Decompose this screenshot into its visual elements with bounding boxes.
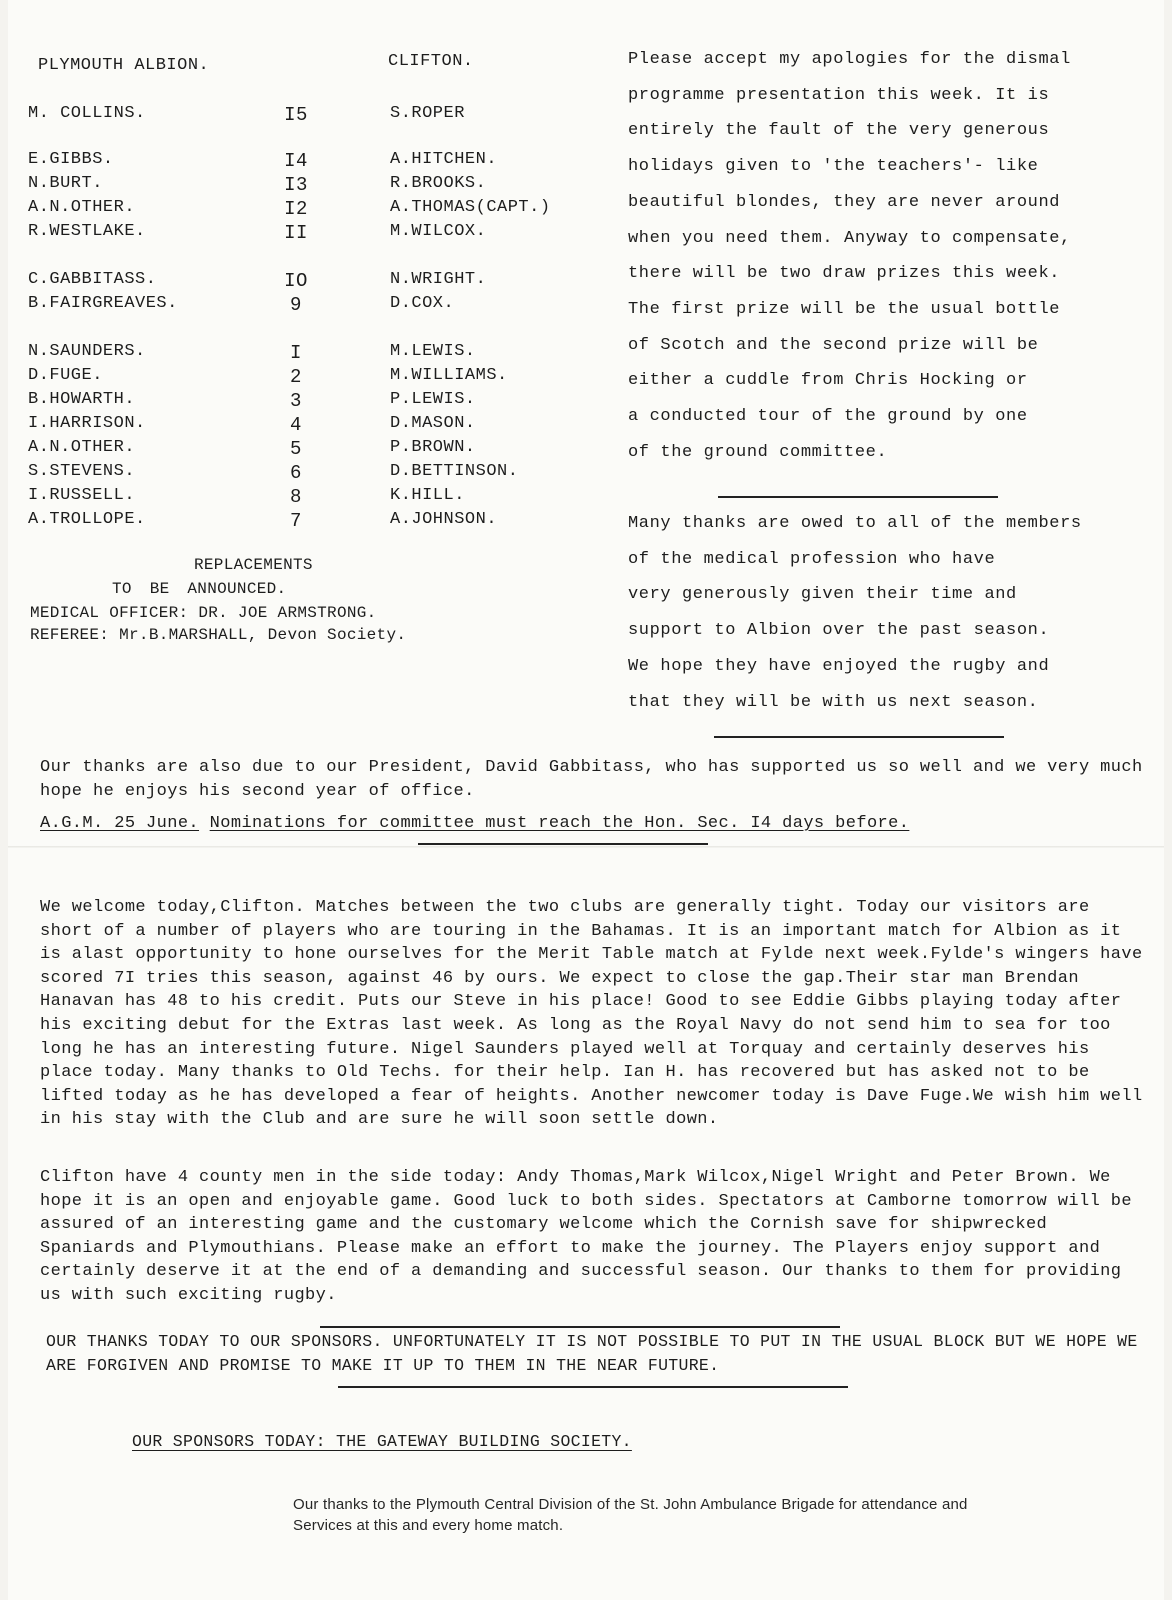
away-player: R.BROOKS. [390,174,487,193]
home-player: A.N.OTHER. [28,438,136,457]
note-line: entirely the fault of the very generous [628,121,1050,141]
divider [718,496,998,498]
note-line: The first prize will be the usual bottle [628,299,1061,319]
away-player: M.WILCOX. [390,222,487,241]
apology-note [628,42,1138,470]
away-player: N.WRIGHT. [390,270,487,289]
away-player: M.LEWIS. [390,342,476,361]
welcome-paragraph: We welcome today,Clifton. Matches between the two clubs are generally tight. Today our visitors are short of a number of players who are touring in the Bahamas. It is an important match for Albion as it is alast opportunity to hone ourselves for the Merit Table match at Fylde next week.Fylde's wingers have scored 7I tries this season, against 46 by ours. We expect to close the gap.Their star man Brendan Hanavan has 48 to his credit. Puts our Steve in his place! Good to see Eddie Gibbs playing today after his exciting debut for the Extras last week. As long as the Royal Navy do not send him to sea for too long he has an interesting future. Nigel Saunders played well at Torquay and certainly deserves his place today. Many thanks to Old Techs. for their help. Ian H. has recovered but has asked not to be lifted today as he has developed a fear of heights. Another newcomer today is Dave Fuge.We wish him well in his stay with the Club and are sure he will soon settle down. [40,898,1143,1130]
note-line: support to Albion over the past season. [628,621,1050,641]
away-team-heading: CLIFTON. [388,52,474,71]
divider [418,843,708,845]
note-line: there will be two draw prizes this week. [628,264,1061,284]
shirt-number: I5 [284,104,308,126]
footer-credit: Our thanks to the Plymouth Central Division of the St. John Ambulance Brigade for attendance and Services at this and every home match. [293,1496,968,1534]
team-row [28,198,588,222]
home-player: E.GIBBS. [28,150,114,169]
referee: REFEREE: Mr.B.MARSHALL, Devon Society. [30,626,407,644]
home-player: A.TROLLOPE. [28,510,146,529]
agm-notice [40,814,909,833]
home-player: M. COLLINS. [28,104,146,123]
home-player: A.N.OTHER. [28,198,136,217]
programme-page [8,0,1164,1600]
shirt-number: IO [284,270,308,292]
note-line: programme presentation this week. It is [628,85,1050,105]
note-line: We hope they have enjoyed the rugby and [628,656,1050,676]
shirt-number: I2 [284,198,308,220]
team-row [28,222,588,246]
president-thanks: Our thanks are also due to our President, David Gabbitass, who has supported us so well and we very much hope he enjoys his second year of office. [40,758,1143,801]
away-player: D.MASON. [390,414,476,433]
team-row [28,486,588,510]
shirt-number: 9 [290,294,302,316]
team-row [28,294,588,318]
note-line: beautiful blondes, they are never around [628,192,1061,212]
paper-fold [8,846,1164,848]
home-player: I.RUSSELL. [28,486,136,505]
note-line: very generously given their time and [628,585,1017,605]
note-line: of the ground committee. [628,442,888,462]
team-row [28,414,588,438]
shirt-number: I3 [284,174,308,196]
away-player: A.THOMAS(CAPT.) [390,198,551,217]
team-row [28,270,588,294]
team-row [28,390,588,414]
shirt-number: 3 [290,390,302,412]
replacements-heading: REPLACEMENTS [194,556,313,574]
home-player: B.FAIRGREAVES. [28,294,178,313]
medical-thanks-note [628,506,1138,720]
divider [320,1326,840,1328]
team-row [28,438,588,462]
home-player: I.HARRISON. [28,414,146,433]
sponsors-apology: OUR THANKS TODAY TO OUR SPONSORS. UNFORTUNATELY IT IS NOT POSSIBLE TO PUT IN THE USUAL BLOCK BUT WE HOPE WE ARE FORGIVEN AND PROMISE TO MAKE IT UP TO THEM IN THE NEAR FUTURE. [46,1332,1138,1375]
team-row [28,174,588,198]
note-line: of Scotch and the second prize will be [628,335,1039,355]
shirt-number: II [284,222,308,244]
team-row [28,342,588,366]
team-row [28,150,588,174]
note-line: Please accept my apologies for the dismal [628,50,1071,69]
team-row [28,462,588,486]
shirt-number: 8 [290,486,302,508]
away-player: A.HITCHEN. [390,150,498,169]
note-line: holidays given to 'the teachers'- like [628,157,1039,177]
away-player: M.WILLIAMS. [390,366,508,385]
home-team-heading: PLYMOUTH ALBION. [38,56,210,75]
away-player: P.LEWIS. [390,390,476,409]
note-line: either a cuddle from Chris Hocking or [628,371,1028,391]
away-player: P.BROWN. [390,438,476,457]
home-player: S.STEVENS. [28,462,136,481]
note-line: of the medical profession who have [628,549,996,569]
note-line: a conducted tour of the ground by one [628,407,1028,427]
home-player: B.HOWARTH. [28,390,136,409]
team-row [28,510,588,534]
away-player: K.HILL. [390,486,465,505]
home-player: C.GABBITASS. [28,270,157,289]
note-line: Many thanks are owed to all of the members [628,514,1082,533]
note-line: that they will be with us next season. [628,692,1039,712]
divider [338,1386,848,1388]
away-player: D.COX. [390,294,455,313]
clifton-paragraph: Clifton have 4 county men in the side today: Andy Thomas,Mark Wilcox,Nigel Wright and Peter Brown. We hope it is an open and enjoyable game. Good luck to both sides. Spectators at Camborne tomorrow will be assured of an interesting game and the customary welcome which the Cornish save for shipwrecked Spaniards and Plymouthians. Please make an effort to make the journey. The Players enjoy support and certainly deserve it at the end of a demanding and successful season. Our thanks to them for providing us with such exciting rugby. [40,1168,1132,1305]
shirt-number: I [290,342,302,364]
home-player: N.BURT. [28,174,103,193]
team-row [28,104,588,128]
shirt-number: 5 [290,438,302,460]
replacements-status: TO BE ANNOUNCED. [112,580,287,598]
home-player: D.FUGE. [28,366,103,385]
shirt-number: 4 [290,414,302,436]
shirt-number: 7 [290,510,302,532]
shirt-number: 6 [290,462,302,484]
home-player: R.WESTLAKE. [28,222,146,241]
away-player: A.JOHNSON. [390,510,498,529]
divider [714,736,1004,738]
team-row [28,366,588,390]
agm-date: A.G.M. 25 June. [40,814,200,833]
sponsors-today: OUR SPONSORS TODAY: THE GATEWAY BUILDING SOCIETY. [132,1432,632,1451]
shirt-number: I4 [284,150,308,172]
agm-text: Nominations for committee must reach the Hon. Sec. I4 days before. [209,814,910,833]
medical-officer: MEDICAL OFFICER: DR. JOE ARMSTRONG. [30,604,377,622]
away-player: D.BETTINSON. [390,462,519,481]
note-line: when you need them. Anyway to compensate, [628,228,1071,248]
shirt-number: 2 [290,366,302,388]
home-player: N.SAUNDERS. [28,342,146,361]
away-player: S.ROPER [390,104,465,123]
